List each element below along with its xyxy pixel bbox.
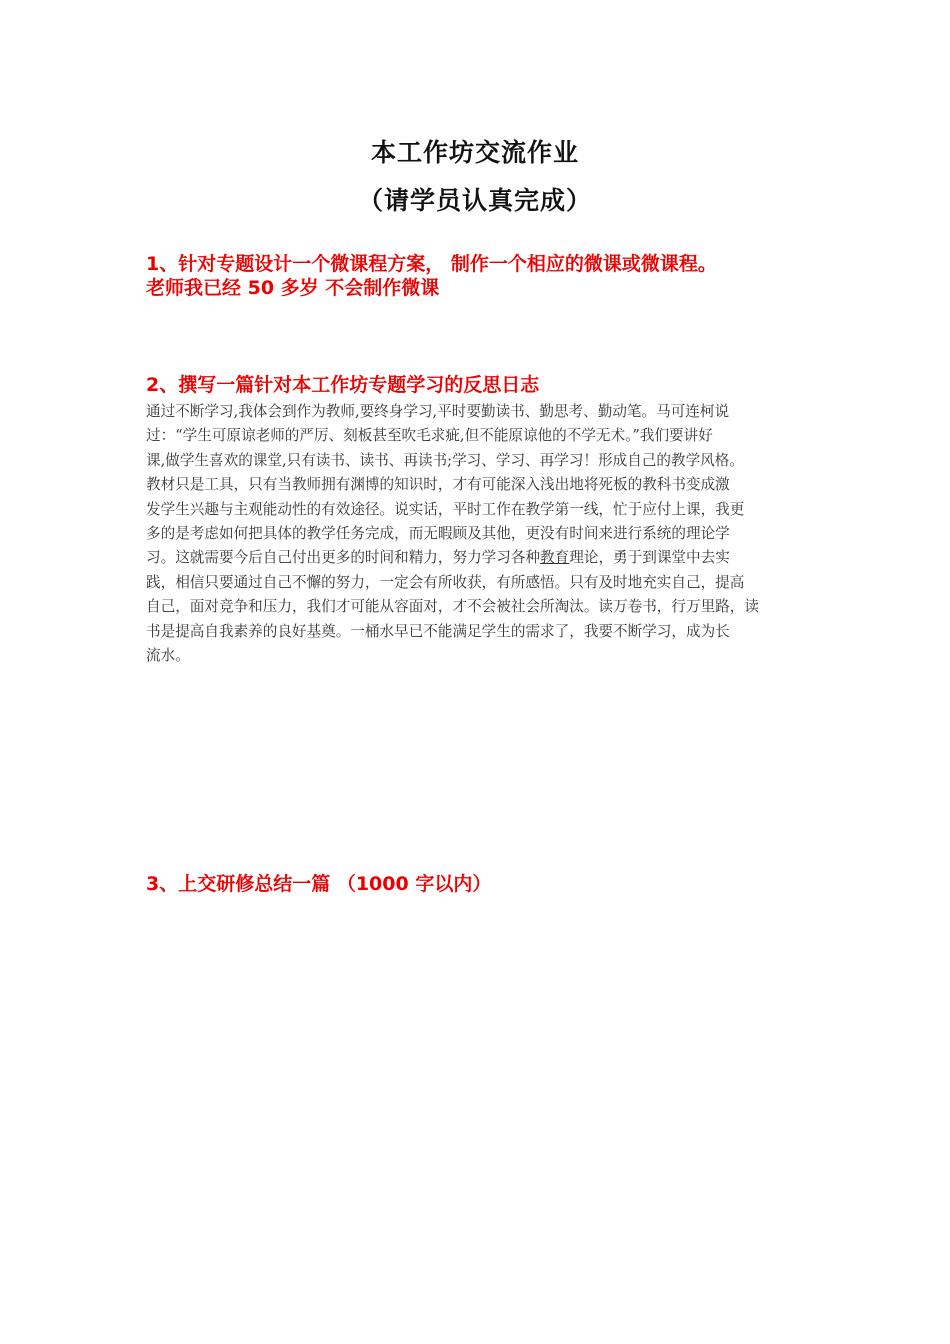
reflection-paragraph [146, 400, 826, 668]
reflection-line: 书是提高自我素养的良好基奠。一桶水早已不能满足学生的需求了，我要不断学习，成为长 [146, 622, 730, 640]
reflection-line: 多的是考虑如何把具体的教学任务完成，而无暇顾及其他，更没有时间来进行系统的理论学 [146, 525, 730, 543]
task-1-response: 老师我已经 50 多岁 不会制作微课 [146, 277, 440, 299]
task-3-heading: 3、上交研修总结一篇 （1000 字以内） [146, 873, 492, 895]
task-1-heading: 1、针对专题设计一个微课程方案， 制作一个相应的微课或微课程。 [146, 253, 717, 275]
reflection-line: 发学生兴趣与主观能动性的有效途径。说实话，平时工作在教学第一线，忙于应付上课，我更 [146, 500, 745, 518]
reflection-segment: 理论，勇于到课堂中去实 [569, 549, 730, 567]
reflection-line: 过：“学生可原谅老师的严厉、刻板甚至吹毛求疵,但不能原谅他的不学无术。”我们要讲好 [146, 427, 713, 445]
task-2-heading: 2、撰写一篇针对本工作坊专题学习的反思日志 [146, 374, 540, 396]
reflection-line: 课,做学生喜欢的课堂,只有读书、读书、再读书;学习、学习、再学习！形成自己的教学风格。 [146, 451, 744, 469]
reflection-line: 自己，面对竞争和压力，我们才可能从容面对，才不会被社会所淘汰。读万卷书，行万里路，读 [146, 598, 759, 616]
document-title: 本工作坊交流作业 [370, 138, 579, 167]
education-link[interactable]: 教育 [540, 549, 570, 567]
reflection-line: 践，相信只要通过自己不懈的努力，一定会有所收获，有所感悟。只有及时地充实自己，提高 [146, 573, 745, 591]
reflection-line: 教材只是工具，只有当教师拥有渊博的知识时，才有可能深入浅出地将死板的教科书变成激 [146, 476, 730, 494]
document-subtitle: （请学员认真完成） [357, 186, 592, 215]
reflection-line: 通过不断学习,我体会到作为教师,要终身学习,平时要勤读书、勤思考、勤动笔。马可连柯说 [146, 403, 730, 420]
reflection-line-with-link [146, 546, 826, 570]
reflection-segment: 习。这就需要今后自己付出更多的时间和精力，努力学习各种 [146, 549, 541, 567]
reflection-line: 流水。 [146, 647, 190, 665]
